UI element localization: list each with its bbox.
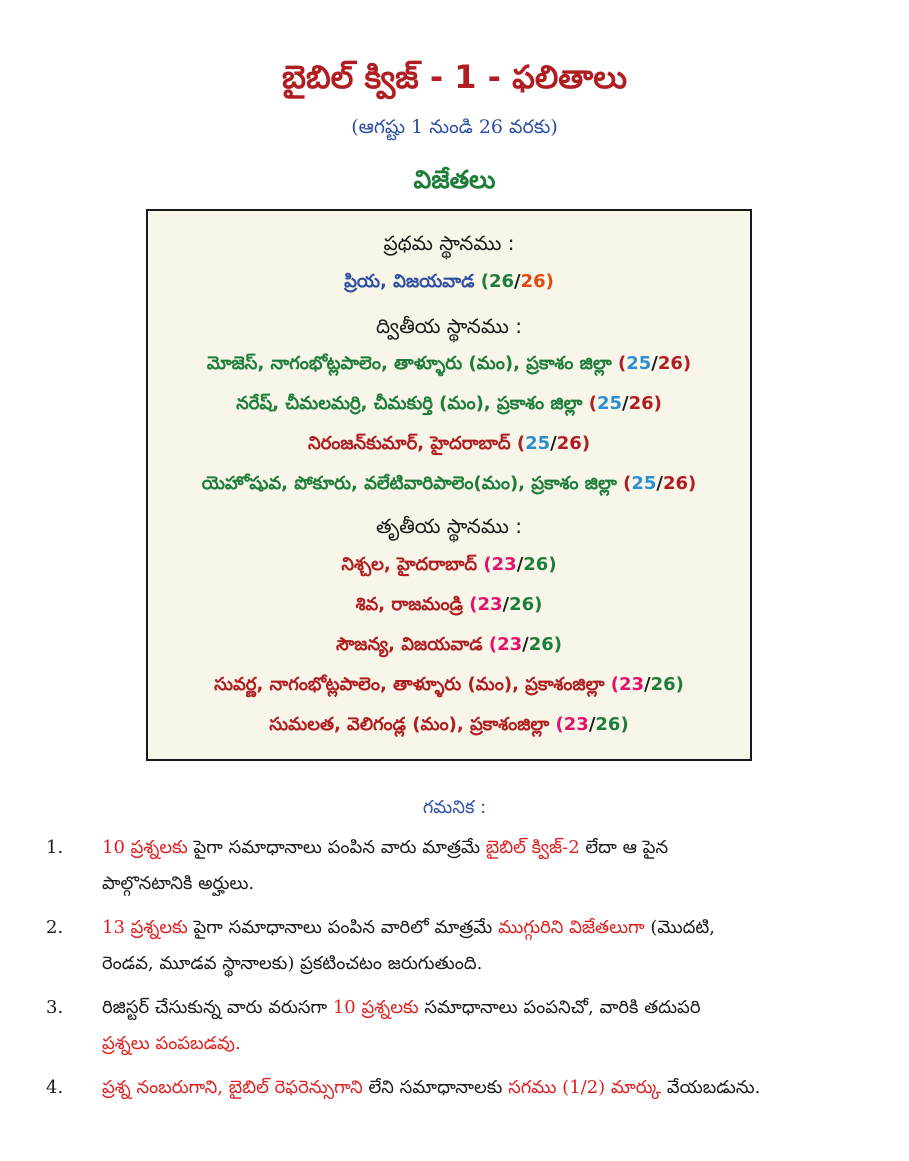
entry-score: 26 [488, 271, 515, 292]
entry-name: సుమలత, వెలిగండ్ల (మం), ప్రకాశంజిల్లా [269, 714, 550, 735]
note-highlight: ప్రశ్న నంబరుగాని, బైబిల్ రెఫరెన్సుగాని [102, 1077, 363, 1098]
entry-score: 23 [618, 674, 645, 695]
entry-name: నిరంజన్‌కుమార్, హైదరాబాద్ [307, 433, 511, 454]
entry-name: శివ, రాజమండ్రి [355, 594, 463, 615]
first-place-heading: ప్రథమ స్థానము : [383, 231, 515, 255]
score-close: ) [688, 473, 697, 494]
note-part: లేదా ఆ పైన [579, 837, 669, 858]
result-entry [148, 473, 750, 498]
score-close: ) [620, 714, 629, 735]
note-highlight: సగము (1/2) మార్కు [508, 1077, 662, 1098]
note-number: 2. [46, 917, 64, 938]
score-slash: / [651, 353, 658, 374]
score-open: ( [516, 433, 526, 454]
score-slash: / [656, 473, 663, 494]
third-place-heading: తృతీయ స్థానము : [375, 514, 523, 538]
score-slash: / [502, 594, 510, 615]
note-number: 4. [46, 1077, 64, 1098]
note-number: 3. [46, 997, 64, 1018]
entry-score: 25 [631, 473, 657, 494]
score-slash: / [588, 714, 596, 735]
note-highlight: 13 ప్రశ్నలకు [102, 917, 188, 938]
result-entry [148, 554, 750, 579]
score-open: ( [610, 674, 619, 695]
entry-total: 26 [628, 393, 654, 414]
score-open: ( [555, 714, 564, 735]
entry-total: 26 [657, 353, 683, 374]
note-number: 1. [46, 837, 64, 858]
page-title: బైబిల్ క్విజ్ - 1 - ఫలితాలు [281, 58, 628, 96]
entry-total: 26 [662, 473, 689, 494]
score-slash: / [622, 393, 629, 414]
note-text [102, 990, 872, 1062]
entry-score: 23 [563, 714, 589, 735]
note-highlight: ప్రశ్నలు పంపబడవు. [102, 1033, 241, 1054]
entry-score: 25 [596, 393, 622, 414]
note-part: రెండవ, మూడవ స్థానాలకు) ప్రకటించటం జరుగుతుంది. [102, 953, 483, 974]
winners-heading: విజేతలు [413, 165, 496, 194]
entry-name: ప్రియ, విజయవాడ [344, 271, 475, 292]
score-close: ) [653, 393, 662, 414]
score-open: ( [483, 554, 492, 575]
score-close: ) [675, 674, 684, 695]
results-box [146, 209, 752, 761]
note-part: వేయబడును. [661, 1077, 761, 1098]
entry-total: 26 [528, 634, 554, 655]
score-open: ( [623, 473, 632, 494]
note-part: పాల్గొనటానికి అర్హులు. [102, 873, 255, 894]
note-text [102, 1070, 872, 1106]
entry-total: 26 [520, 271, 546, 292]
score-open: ( [469, 594, 478, 615]
entry-name: సౌజన్య, విజయవాడ [335, 634, 483, 655]
entry-total: 26 [595, 714, 621, 735]
entry-total: 26 [523, 554, 549, 575]
score-slash: / [522, 634, 529, 655]
score-close: ) [581, 433, 591, 454]
note-highlight: 10 ప్రశ్నలకు [332, 997, 419, 1018]
note-part: సమాధానాలు పంపనిచో, వారికి తదుపరి [418, 997, 701, 1018]
result-entry [148, 674, 750, 699]
second-place-heading: ద్వితీయ స్థానము : [375, 314, 523, 338]
entry-name: నిశ్చల, హైదరాబాద్ [341, 554, 478, 575]
date-range: (ఆగష్టు 1 నుండి 26 వరకు) [351, 116, 558, 138]
entry-name: సువర్ణ, నాగంభోట్లపాలెం, తాళ్ళూరు (మం), ప్రకాశంజిల్లా [214, 674, 605, 695]
score-close: ) [534, 594, 543, 615]
notes-title: గమనిక : [422, 797, 487, 818]
result-entry [148, 714, 750, 739]
entry-total: 26 [509, 594, 535, 615]
result-entry [148, 393, 750, 418]
entry-score: 23 [497, 634, 523, 655]
score-slash: / [516, 554, 524, 575]
result-entry [148, 433, 750, 458]
score-close: ) [545, 271, 554, 292]
note-highlight: 10 ప్రశ్నలకు [102, 837, 188, 858]
note-item [46, 990, 866, 1062]
score-close: ) [553, 634, 562, 655]
score-slash: / [644, 674, 651, 695]
score-open: ( [488, 634, 498, 655]
note-part: రిజిస్టర్ చేసుకున్న వారు వరుసగా [102, 997, 333, 1018]
entry-score: 23 [491, 554, 517, 575]
score-open: ( [588, 393, 597, 414]
note-part: పైగా సమాధానాలు పంపిన వారు మాత్రమే [187, 837, 486, 858]
score-close: ) [548, 554, 557, 575]
result-entry [148, 594, 750, 619]
note-highlight: బైబిల్ క్విజ్-2 [485, 837, 580, 858]
entry-score: 25 [525, 433, 551, 454]
note-text [102, 910, 872, 982]
note-item [46, 910, 866, 982]
score-close: ) [682, 353, 692, 374]
entry-name: మోజెస్, నాగంభోట్లపాలెం, తాళ్ళూరు (మం), ప్రకాశం జిల్లా [206, 353, 612, 374]
result-entry [148, 634, 750, 659]
note-highlight: ముగ్గురిని విజేతలుగా [498, 917, 645, 938]
result-entry [148, 271, 750, 296]
note-item [46, 830, 866, 902]
score-slash: / [550, 433, 557, 454]
entry-total: 26 [650, 674, 676, 695]
result-entry [148, 353, 750, 378]
entry-score: 23 [477, 594, 503, 615]
score-open: ( [480, 271, 489, 292]
note-part: (మొదటి, [644, 917, 715, 938]
note-part: పైగా సమాధానాలు పంపిన వారిలో మాత్రమే [187, 917, 499, 938]
entry-name: యెహోషువ, పోకూరు, వలేటివారిపాలెం(మం), ప్రకాశం జిల్లా [201, 473, 617, 494]
note-part: లేని సమాధానాలకు [362, 1077, 509, 1098]
note-item [46, 1070, 866, 1106]
note-text [102, 830, 872, 902]
score-open: ( [617, 353, 627, 374]
score-slash: / [514, 271, 521, 292]
entry-total: 26 [556, 433, 582, 454]
entry-score: 25 [626, 353, 652, 374]
entry-name: నరేష్, చీమలమర్రి, చీమకుర్తి (మం), ప్రకాశం జిల్లా [236, 393, 583, 414]
